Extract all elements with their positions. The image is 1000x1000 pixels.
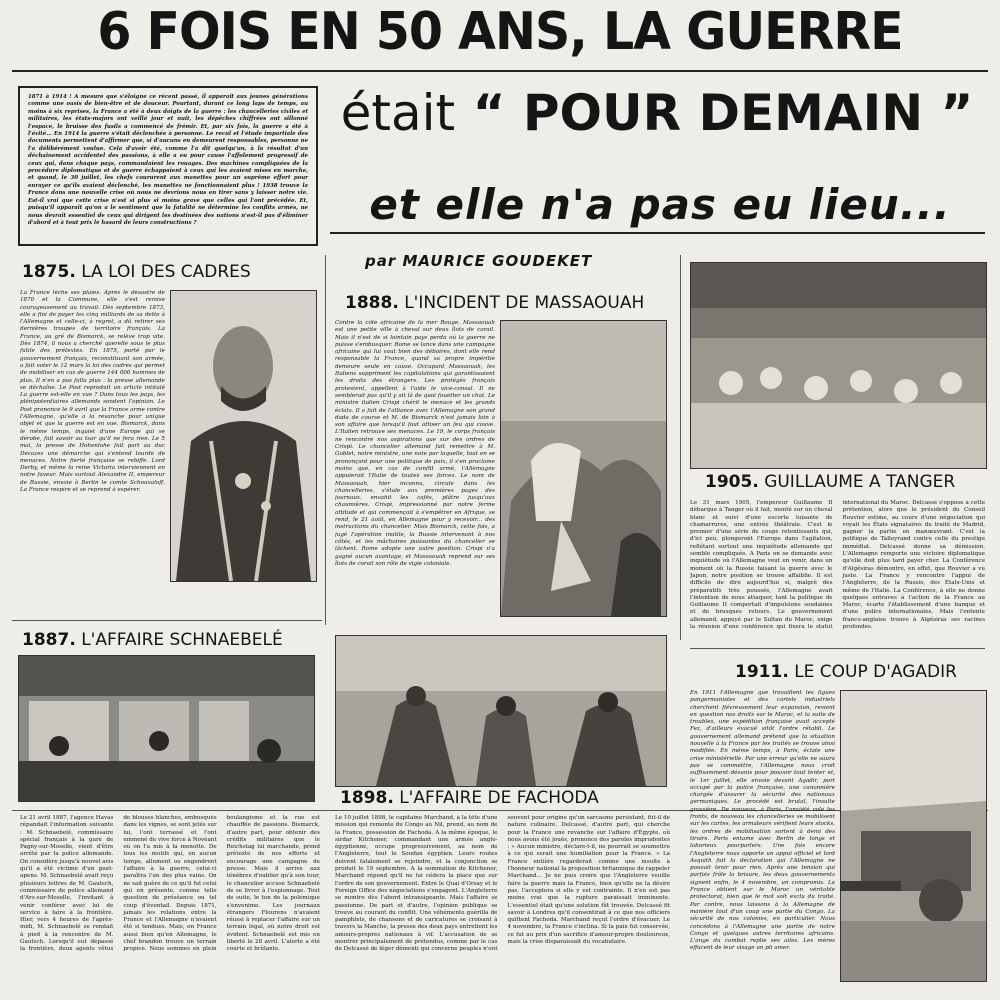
- agadir-cannon-photo: [840, 690, 987, 982]
- section-body-1875: [20, 290, 165, 610]
- section-body-1888: [335, 320, 495, 620]
- section-title-1905: [705, 472, 955, 492]
- intro-box: 1871 à 1914 ! A mesure que s'éloigne ce récent passé, il apparaît aux jeunes générations comme une oasis de bien-être et de douceur. Pourtant, durant ce long laps de temps, au moins à six reprises, la France a été à deux doigts de la guerre : les chancelleries civiles et militaires, les états-majors ont veillé jour et nuit, les dépêches chiffrées ont sillonné l'espace, le bruisse des fusils a commencé de frémir. Et, par six fois, la guerre a été à l'évité... En 1914 la guerre s'était déclenchée à personne. Le recul et l'étude impartiale des documents permettent d'affirmer que, si d'aucuns en demeurent responsables, personne ne l'a délibérément voulue. Cela d'avoir été, comme l'a dit quelqu'un, à la résultat d'un déchaînement accidentel des passions, à elle a eu pour cause l'affolement progressif de ceux qui, dans chaque pays, commandaient les rouages. Des machines compliquées de la procédure diplomatique et de guerre échappaient à ceux qui les avaient mises en marche, et quand, le 30 juillet, les chefs coururent aux manettes pour un suprême effort pour enrayer ce qu'ils avaient déclenché, les manettes ne fonctionnaient plus ! 1938 trouve la France dans une nouvelle crise où nous ne devrions nous en tirer sans y laisser notre vie. Est-il vrai que cette crise n'est si plus si moins grave que celles qui l'ont précédée. Et, puisqu'il apparaît qu'on a le sentiment que la fatalité ne détermine les conflits armés, ne nous devrait essentiel de ceux qui dirigent les destinées des nations n'est-il pas d'éliminer d'abord et à tout prix le hasard de leurs constructions ?: [18, 86, 318, 246]
- byline: par MAURICE GOUDEKET: [365, 252, 593, 270]
- section-body-1898: [335, 815, 670, 995]
- section-year: 1911.: [735, 662, 789, 682]
- subhead-pour-demain: [332, 84, 982, 142]
- section-title-1898: [340, 788, 599, 808]
- section-text: Le 31 mars 1905, l'empereur Guillaume II débarque à Tanger où il fait, monté sur un cheval blanc et suivi d'une escorte luisante de chamarrures, une entrée théâtrale. C'est le premier d'une série de coups retentissants qui, d'ici peu, plongeront l'Europe dans l'agitation, reflétant surtout une inquiétude allemande qui semble compliquée. A Paris on se demande avec inquiétude où l'Allemagne veut en venir, dans un moment où la Russie faisant la guerre avec le Japon, notre position se trouve affaiblie. Il est difficile de dire aujourd'hui si, malgré des préparatifs très poussés, l'Allemagne avait l'intention de nous attaquer, tant la politique de Guillaume II comportait d'impulsions soudaines et de brusques retours. Le gouvernement allemand, appuyé par le Sultan du Maroc, exige la réunion d'une conférence qui fixera le statut international du Maroc. Delcassé s'oppose à cette prétention, alors que le président du Conseil Rouvier estime, au cours d'une négociation qui voyait les États signataires du traité de Madrid, gagner la partie en manœuvrant. C'est la politique de Talleyrand contre celle du prestige immédiat. Delcassé donne sa démission. L'Allemagne remporte une victoire diplomatique qu'elle doit plus tard payer cher. La Conférence d'Algésiras démontre, en effet, que Rouvier a vu juste. La France y rencontre l'appui de l'Angleterre, de la Russie, des États-Unis et même de l'Italie. La Conférence, à elle ne donne quelques entraves à l'action de la France au Maroc, écarte l'établissement d'une banque et d'une police internationales. Mais l'entente franco-anglaise trouve à Algésiras ses racines profondes.: [690, 500, 985, 631]
- section-title-1911: [735, 662, 957, 682]
- column-rule: [325, 255, 326, 625]
- section-text: Contre la côte africaine de la mer Rouge, Massaouah est une petite ville à cheval sur deux îlots de corail. Mais il n'est de si lointain pays perdu où la guerre ne puisse s'embusquer. Rome se lance dans une campagne africaine qui lui vaut bien des déboires, dont elle rend responsable la France, quand sa propre impéritie demeure seule en cause. Occupant Massaouah, les Italiens suppriment les capitulations qui garantissaient les droits des étrangers. Les protégés français protestent, appellent à l'aide le vice-consul. Il ne semblerait pas qu'il y ait là de quoi fouetter un chat. Le ministre italien Crispi chérit le menace et les grands éclats. Il a fait de l'alliance avec l'Allemagne son grand dada de course et M. de Bismarck n'est jamais loin à son affaire que lorsqu'il faut attiser un feu qui couve. L'Italien retrouve ses menaces. Le 19, le corps français ne rencontre nos aspirations que sur des ordres de Crispi. Le chancelier allemand fait remettre à M. Goblet, notre ministre, une note par laquelle, tout en se prononçant pour une politique de paix, il s'en proclame moins que, en cas de conflit armé, l'Allemagne appuierait l'Italie de toutes ses forces. Le nom de Massaouah, hier inconnu, circule dans les chancelleries, s'étale aux premières pages des journaux, envahit les cafés, plâtre jusqu'aux chaumières. Crispi, impressionné par notre ferme attitude et qui commençait à s'empêtrer en Afrique, se rend, le 21 août, en Allemagne pour y recevoir... des instructions du chancelier. Mais Bismarck, cette fois, a jugé l'opération inutile, la Russie intervenant à nos côtés, et les mâchoires puissantes du chancelier se lâchent. Rome adopte une autre position. Crispi n'a gagné aucun avantage, et Massaouah reprend sur ses îlots de corail son rôle de vigie coloniale.: [335, 320, 495, 567]
- section-text: La France lèche ses plaies. Après le désastre de 1870 et la Commune, elle s'est remise courageusement au travail. Dès septembre 1873, elle a fini de payer les cinq milliards de sa dette à l'Allemagne et celle-ci, à regret, a dû retirer ses dernières troupes de territoire français. La France, au gré de Bismarck, se relève trop vite. Dès 1874, il nous a cherché querelle sous le plus futile des prétextes. En 1875, porté par le gouvernement français, reconstituant son armée, a fait voter le 12 mars la loi des cadres qui permet de mobiliser en cas de guerre 144 000 hommes de plus. Il n'en a pas fallu plus : la presse allemande se déchaîne. Le Post reproduit un article intitulé La guerre est-elle en vue ? Dans tous les pays, les plénipotentiaires allemands sondent l'opinion. Le Post prononce le 9 avril que la France arme contre l'Allemagne, qu'elle a la revanche pour unique objet et que la guerre est en vue. Bismarck, dans le même temps, inquiet d'une Europe qui se dérobe, fait savoir au tsar qu'il ne fera rien. Le 5 mai, la presse de Hohenlohe fait part au duc Decazes une démarche qui s'entend lourde de menaces. Notre fierté française se rebiffe. Lord Derby, et même la reine Victoria interviennent en notre faveur. Mais surtout Alexandre II, empereur de Russie, envoie à Berlin le comte Schouvaloff. La France respire et se reprend à espérer.: [20, 290, 165, 494]
- section-heading: GUILLAUME A TANGER: [764, 472, 956, 492]
- section-body-1905: [690, 500, 985, 640]
- subhead-rule: [330, 232, 985, 234]
- subhead-pas-eu-lieu: et elle n'a pas eu lieu...: [369, 180, 951, 229]
- massaouah-illustration: [500, 320, 667, 617]
- section-heading: L'INCIDENT DE MASSAOUAH: [404, 293, 645, 313]
- section-rule: [12, 620, 322, 621]
- headline-rule: [12, 70, 988, 72]
- portrait-alexander-photo: [170, 290, 317, 582]
- section-body-1911: [690, 690, 835, 990]
- column-rule: [680, 255, 681, 640]
- headline: 6 FOIS EN 50 ANS, LA GUERRE: [97, 1, 903, 62]
- section-heading: L'AFFAIRE DE FACHODA: [399, 788, 599, 808]
- subhead-prefix: était: [340, 84, 456, 142]
- section-text: Le 10 juillet 1898, le capitaine Marchand, à la tête d'une mission qui remonte du Congo au Nil, prend, au nom de la France, possession de Fachoda. A la même époque, le sirdar Kitchener, commandant une armée anglo-égyptienne, occupe progressivement, au nom de l'Angleterre, tout le Soudan égyptien. Leurs routes doivent fatalement se rejoindre, et la conjonction se produit le 19 septembre. A la sommation de Kitchener, Marchand répond qu'il ne lui cédera la place que sur l'ordre de son gouvernement. Entre le Quai d'Orsay et le Foreign Office des négociations s'engagent. L'Angleterre se montre dès l'abord intransigeante. Mais l'affaire se passionne. De part et d'autre, l'opinion publique se trouve au courant du conflit. Une véhémente guérilla de pamphlets, de chansons et de caricatures se croisant à travers la Manche, la presse des deux pays entretient les amours-propres nationaux à vif. L'accusation de se montrer principalement de prétendus, comme par le cas de Delcassé de léger démenti qui concerne peuples n'ont souvent pour origine qu'un sarcasme persistant, fût-il de nature culinaire. Delcassé, d'autre part, qui cherche pour la France une revanche sur l'affaire d'Égypte, où nous avons été joués, prononce des paroles imprudentes : « Aucun ministre, déclare-t-il, ne pourrait se soumettre à ce qui serait une humiliation pour la France. » La France entière regarderait comme une insulte à l'honneur national la proposition britannique de rappeler Marchand... Je ne puis croire que l'Angleterre veuille faire la guerre mais la France, bien qu'elle ne la désire pas, l'acceptera si elle y est contrainte. Il n'en est pas moins vrai que la rupture paraissait imminente. L'essentiel était qu'une solution fût trouvée. Delcassé fit savoir à Londres qu'il consentirait à ce que nos officiers quittent Fachoda. Marchand reçut l'ordre d'évacuer. Le 4 novembre, la France s'inclina. Si la paix fut conservée, ce fut au prix d'un sacrifice d'amour-propre douloureux, mais la crise disparaissait du vocabulaire.: [335, 815, 670, 953]
- section-title-1888: [345, 293, 644, 313]
- section-body-1887: [20, 815, 320, 995]
- section-title-1875: [22, 262, 251, 282]
- section-year: 1888.: [345, 293, 399, 313]
- section-year: 1887.: [22, 630, 76, 650]
- section-heading: LE COUP D'AGADIR: [794, 662, 957, 682]
- section-year: 1905.: [705, 472, 759, 492]
- subhead-quoted: “ POUR DEMAIN ”: [472, 84, 974, 142]
- section-text: En 1911 l'Allemagne que travaillent les ligues pangermanistes et des cartels industriels cherchent fiévreusement leur expansion, revient en question nos droits sur le Maroc, et la suite de troubles, une expédition française avait accepté Fez, d'ailleurs évacué sitôt l'ordre rétabli. Le gouvernement allemand prétend que la situation nouvelle à la France par les traités se trouve ainsi modifiée. En même temps, à Paris, éclate une crise ministérielle. Par une erreur qu'elle ne saura pas se commettre, l'Allemagne nous croit suffisamment désunis pour pouvoir tout tenter et, le 1er juillet, elle envoie devant Agadir, port occupé par la police française, une canonnière chargée d'assurer la sécurité des nationaux germaniques. Le procédé est brutal, l'insulte grossière. De nouveau, à Paris, l'anxiété vole les fronts, de nouveau les chancelleries se mobilisent sur les cartes, les armateurs vérifient leurs stocks, les ordres de mobilisation sortent à demi des tiroirs. Paris entame avec Berlin de longs et laborieux pourparlers. Une fois encore l'Angleterre nous apporte un appui officiel et lord Asquith fait la déclaration qui l'Allemagne ne pouvait tenir pour rien. Après une tension qui parfois frôle la brisure, les deux gouvernements signent enfin, le 4 novembre, un compromis. La France obtient sur le Maroc un véritable protectorat, bien que le mot soit exclu du traité. Par contre, nous laissons à la Allemagne de manière tout d'un coup une partie du Congo. La sécurité de nos colonies, en particulier. Nous concédons à l'Allemagne une partie de notre Congo et quelques autres territoires africains. L'ange du combat replie ses ailes. Les mères effacent de leur visage un pli amer.: [690, 690, 835, 952]
- tanger-crowd-photo: [690, 262, 987, 469]
- section-heading: LA LOI DES CADRES: [81, 262, 251, 282]
- section-heading: L'AFFAIRE SCHNAEBELÉ: [81, 630, 283, 650]
- section-title-1887: [22, 630, 283, 650]
- section-year: 1898.: [340, 788, 394, 808]
- schnaebele-train-photo: [18, 655, 315, 802]
- fachoda-illustration: [335, 635, 667, 787]
- section-text: Le 21 avril 1887, l'agence Havas répandait l'information suivante : M. Schnaebelé, commissaire spécial français à la gare de Pagny-sur-Moselle, vient d'être arrêté par la police allemande. On considère jusqu'à nouvel avis qu'il a été victime d'un guet-apens. M. Schnaebelé avait reçu plusieurs lettres de M. Gautsch, commissaire de police allemand d'Ars-sur-Moselle, l'invitant à venir conférer avec lui de service à faire à la frontière. Hier, vers 4 heures de l'après-midi, M. Schnaebelé se rendait à pied à la rencontre de M. Gautsch. Lorsqu'il eut dépassé la frontière, deux agents vêtus de blouses blanches, embusqués dans les vignes, se sont jetés sur lui, l'ont terrassé et l'ont emmené de vive force à Novéant où on l'a mis à la menotte. De tous les motifs qui, en aucun temps, allument ou engendrent l'affaire à la guerre, celui-ci paraîtra l'un des plus vains. On ne sait guère de ce qu'il fut celui qui en présente, comme telle question de préséance ou tel coup d'éventail. Depuis 1871, jamais les relations entre la France et l'Allemagne n'avaient été si tendues. Mais, en France aussi bien qu'en Allemagne, le chef brandon trouve un terrain propice. Nous sommes en plein boulangisme et la rue est chauffée de passions. Bismarck, d'autre part, pour obtenir des crédits militaires que le Reichstag lui marchande, prend prétexte de nos efforts et encourage une campagne de presse. Mais il arrive aux ténèbres d'oublier qu'à son tour, le chancelier accuse Schnaebelé de se livrer à l'espionnage. Tout de suite, le ton de la polémique s'envenime. Les journaux étrangers Flourens n'avaient réussi à replacer l'affaire sur un terrain légal, où notre droit est évident. Schnaebelé est mis en liberté le 28 avril. L'alerte a été courte et brûlante.: [20, 815, 320, 953]
- section-rule: [690, 648, 985, 649]
- section-year: 1875.: [22, 262, 76, 282]
